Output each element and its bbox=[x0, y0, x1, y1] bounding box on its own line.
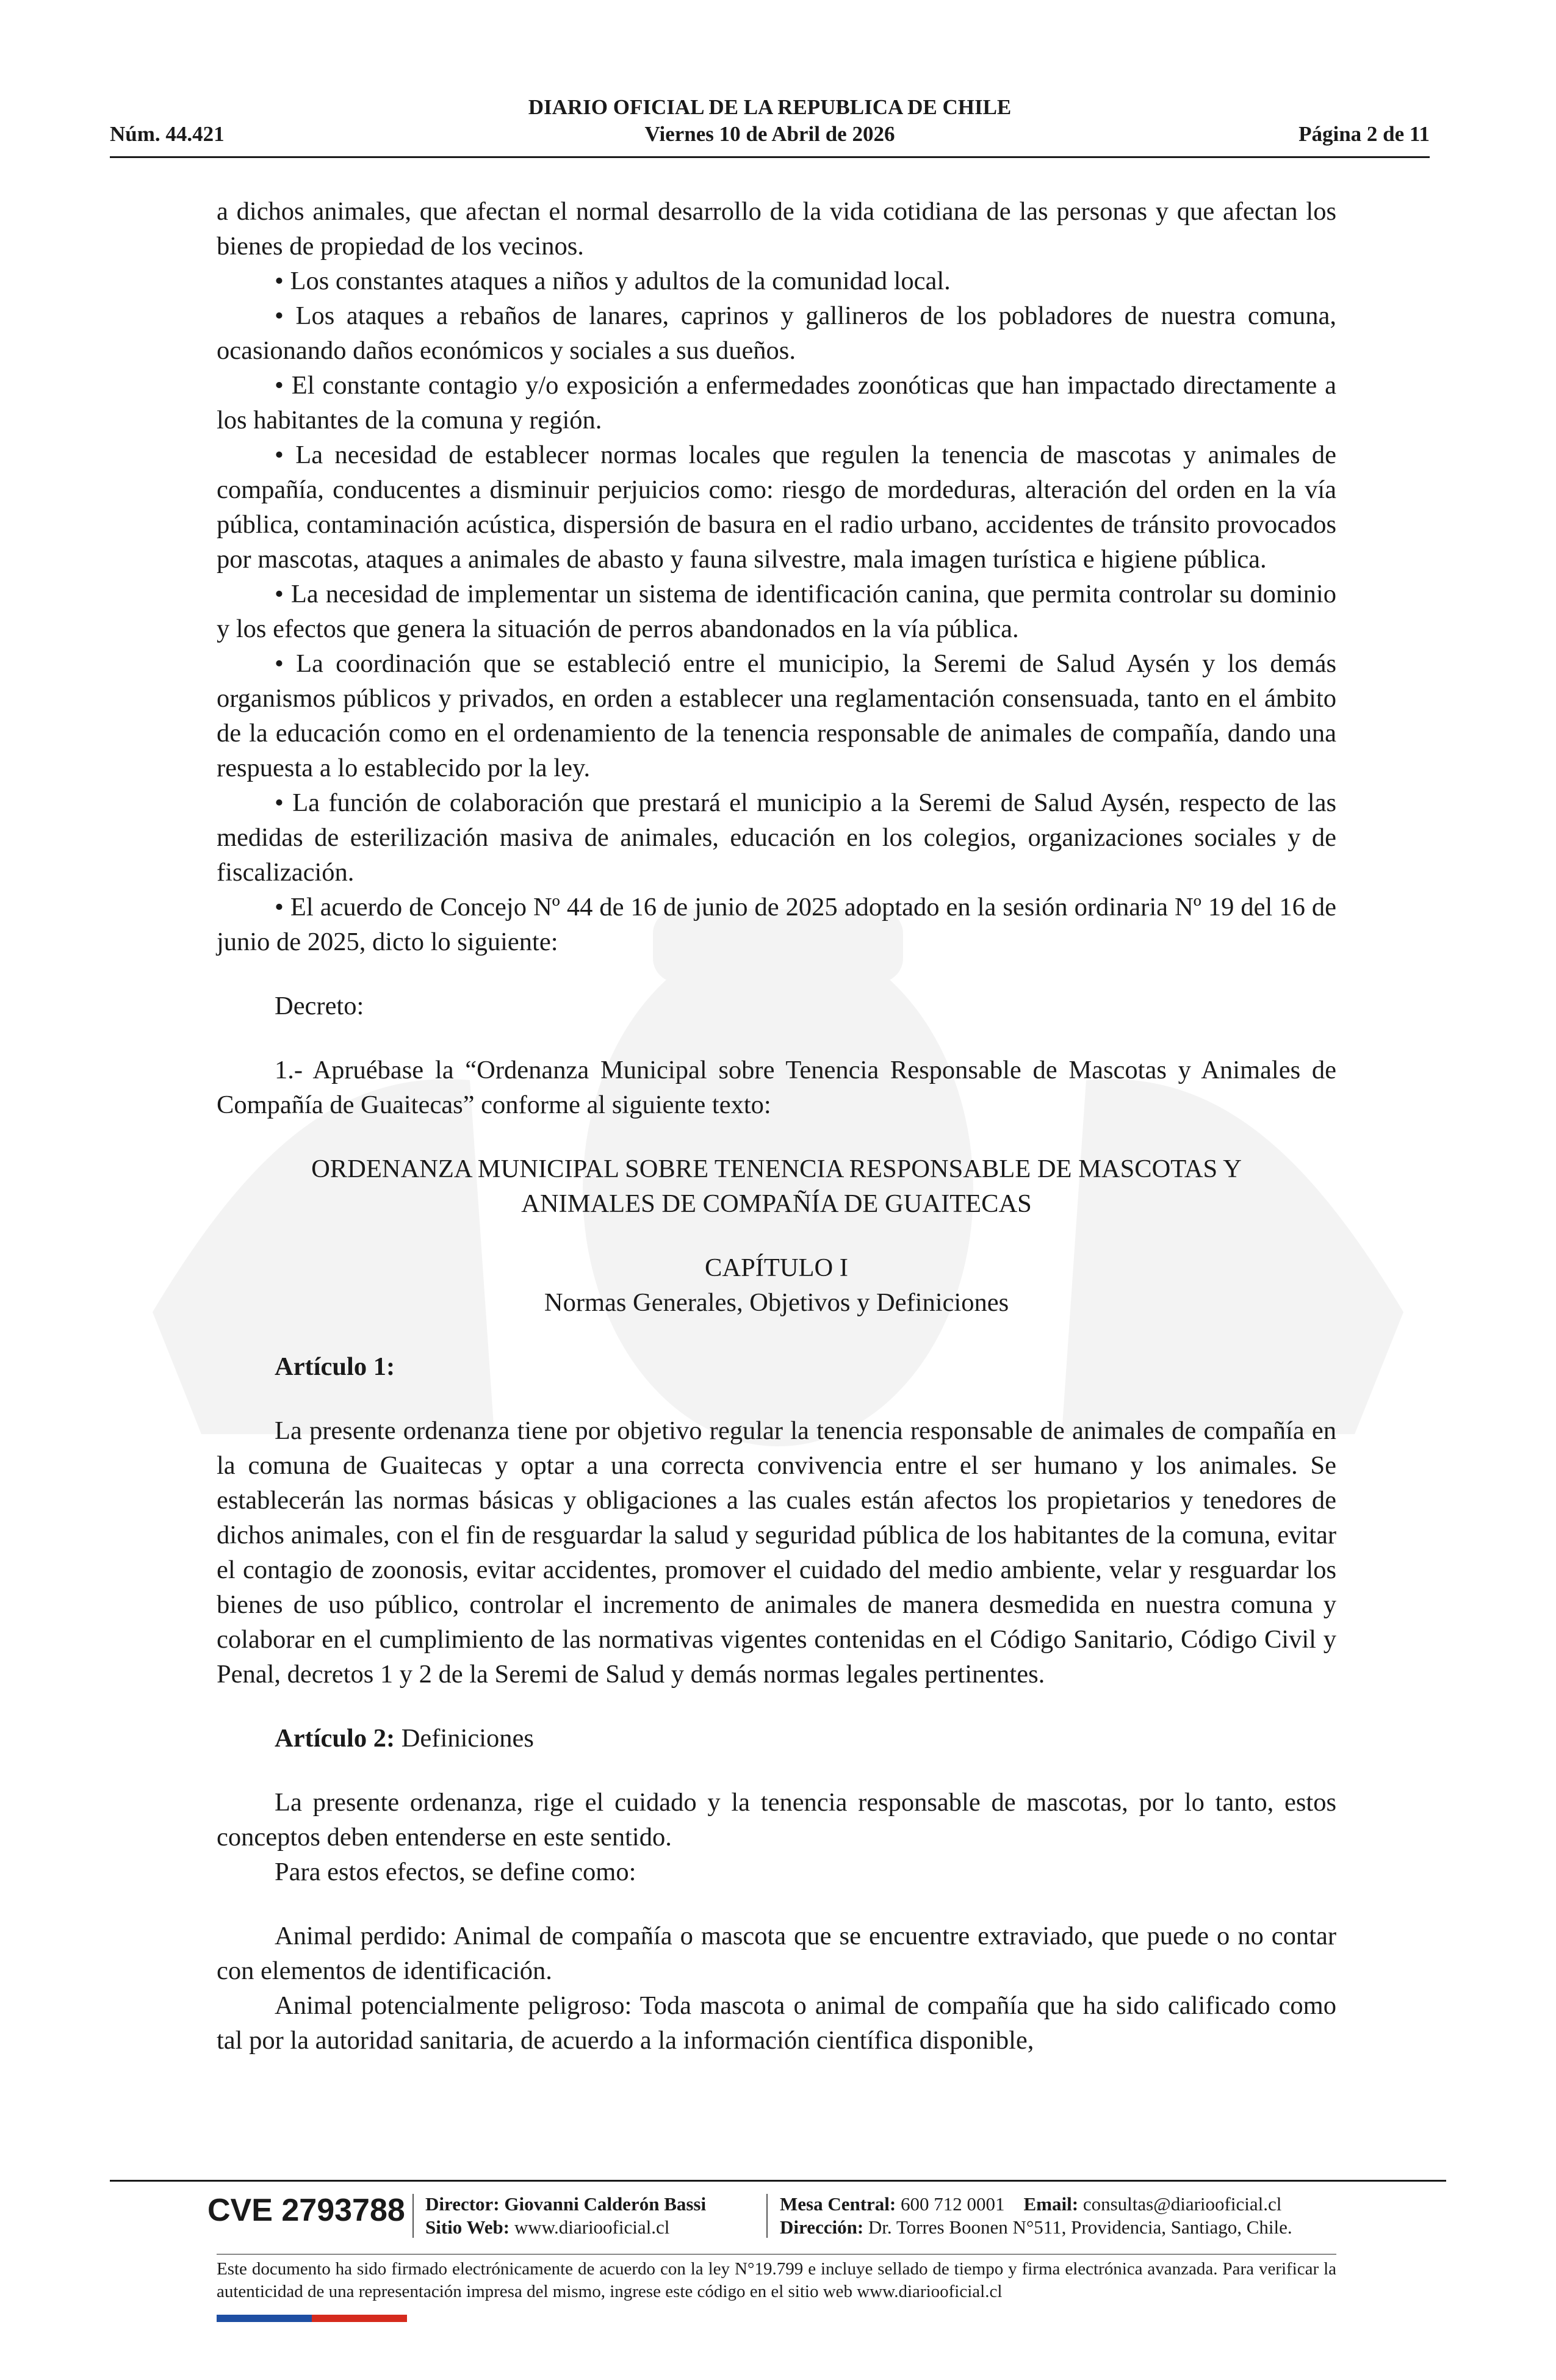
director-label: Director: bbox=[425, 2193, 500, 2215]
site-label: Sitio Web: bbox=[425, 2216, 510, 2238]
footer-separator bbox=[412, 2194, 414, 2238]
document-body bbox=[217, 194, 1336, 2058]
page-number: Página 2 de 11 bbox=[1298, 122, 1430, 146]
article-1-heading: Artículo 1: bbox=[275, 1352, 395, 1381]
site-url[interactable]: www.diariooficial.cl bbox=[510, 2216, 670, 2238]
address-value: Dr. Torres Boonen N°511, Providencia, Santiago, Chile. bbox=[863, 2216, 1292, 2238]
chile-flag-stripe bbox=[217, 2315, 407, 2322]
decreto-item: 1.- Apruébase la “Ordenanza Municipal sobre Tenencia Responsable de Mascotas y Animales de Compañía de Guaitecas” conforme al siguiente texto: bbox=[217, 1056, 1336, 1119]
article-2-paragraph: Para estos efectos, se define como: bbox=[275, 1858, 636, 1886]
flag-blue-segment bbox=[217, 2315, 312, 2322]
paragraph: • La función de colaboración que prestará el municipio a la Seremi de Salud Aysén, respecto de las medidas de esterilización masiva de animales, educación en los colegios, organizaciones sociales y de fiscalización. bbox=[217, 788, 1336, 887]
address-label: Dirección: bbox=[780, 2216, 864, 2238]
article-1-text: La presente ordenanza tiene por objetivo regular la tenencia responsable de animales de compañía en la comuna de Guaitecas y optar a una correcta convivencia entre el ser humano y los animales. Se establecerán las normas básicas y obligaciones a las cuales están afectos los propietarios y tenedores de dichos animales, con el fin de resguardar la salud y seguridad pública de los habitantes de la comuna, evitar el contagio de zoonosis, evitar accidentes, promover el cuidado del medio ambiente, velar y resguardar los bienes de uso público, controlar el incremento de animales de manera desmedida en nuestra comuna y colaborar en el cumplimiento de las normativas vigentes contenidas en el Código Sanitario, Código Civil y Penal, decretos 1 y 2 de la Seremi de Salud y demás normas legales pertinentes. bbox=[217, 1416, 1336, 1689]
cve-code: CVE 2793788 bbox=[207, 2193, 405, 2228]
paragraph: • La necesidad de establecer normas locales que regulen la tenencia de mascotas y animales de compañía, conducentes a disminuir perjuicios como: riesgo de mordeduras, alteración del orden en la vía pública, contaminación acústica, dispersión de basura en el radio urbano, accidentes de tránsito provocados por mascotas, ataques a animales de abasto y fauna silvestre, mala imagen turística e higiene pública. bbox=[217, 441, 1336, 574]
footer-thin-divider bbox=[217, 2254, 1336, 2255]
definition-dangerous-animal: Animal potencialmente peligroso: Toda mascota o animal de compañía que ha sido calificado como tal por la autoridad sanitaria, de acuerdo a la información científica disponible, bbox=[217, 1991, 1336, 2055]
paragraph: • Los ataques a rebaños de lanares, caprinos y gallineros de los pobladores de nuestra comuna, ocasionando daños económicos y sociales a sus dueños. bbox=[217, 301, 1336, 365]
email-address[interactable]: consultas@diariooficial.cl bbox=[1078, 2193, 1282, 2215]
newspaper-title: DIARIO OFICIAL DE LA REPUBLICA DE CHILE bbox=[528, 95, 1012, 119]
page-header bbox=[110, 95, 1430, 154]
article-2-heading: Artículo 2: bbox=[275, 1724, 395, 1753]
footer-director-block bbox=[425, 2193, 706, 2239]
issue-date: Viernes 10 de Abril de 2026 bbox=[644, 122, 895, 146]
paragraph: • El acuerdo de Concejo Nº 44 de 16 de junio de 2025 adoptado en la sesión ordinaria Nº 19 del 16 de junio de 2025, dicto lo siguiente: bbox=[217, 893, 1336, 956]
paragraph: • Los constantes ataques a niños y adultos de la comunidad local. bbox=[275, 267, 951, 295]
chapter-title: CAPÍTULO I bbox=[705, 1253, 848, 1282]
email-label: Email: bbox=[1023, 2193, 1079, 2215]
ordenanza-title-line-1: ORDENANZA MUNICIPAL SOBRE TENENCIA RESPONSABLE DE MASCOTAS Y bbox=[311, 1155, 1242, 1183]
header-divider bbox=[110, 156, 1430, 158]
chapter-subtitle: Normas Generales, Objetivos y Definiciones bbox=[544, 1288, 1009, 1317]
article-2-paragraph: La presente ordenanza, rige el cuidado y la tenencia responsable de mascotas, por lo tanto, estos conceptos deben entenderse en este sentido. bbox=[217, 1788, 1336, 1852]
paragraph: • El constante contagio y/o exposición a enfermedades zoonóticas que han impactado directamente a los habitantes de la comuna y región. bbox=[217, 371, 1336, 435]
footer-separator bbox=[766, 2194, 768, 2238]
article-2-heading-line bbox=[217, 1721, 1336, 1756]
paragraph: • La necesidad de implementar un sistema de identificación canina, que permita controlar su dominio y los efectos que genera la situación de perros abandonados en la vía pública. bbox=[217, 580, 1336, 643]
issue-number: Núm. 44.421 bbox=[110, 122, 225, 146]
address-line bbox=[780, 2216, 1292, 2239]
mesa-label: Mesa Central: bbox=[780, 2193, 896, 2215]
footer-contact-block bbox=[780, 2193, 1292, 2239]
footer-divider bbox=[110, 2180, 1446, 2182]
director-name: Giovanni Calderón Bassi bbox=[499, 2193, 707, 2215]
mesa-phone: 600 712 0001 bbox=[896, 2193, 1005, 2215]
ordenanza-title-line-2: ANIMALES DE COMPAÑÍA DE GUAITECAS bbox=[521, 1189, 1032, 1218]
contact-line bbox=[780, 2193, 1292, 2216]
definition-lost-animal: Animal perdido: Animal de compañía o mascota que se encuentre extraviado, que puede o no contar con elementos de identificación. bbox=[217, 1922, 1336, 1985]
director-line bbox=[425, 2193, 706, 2216]
paragraph: a dichos animales, que afectan el normal desarrollo de la vida cotidiana de las personas y que afectan los bienes de propiedad de los vecinos. bbox=[217, 197, 1336, 261]
flag-red-segment bbox=[312, 2315, 407, 2322]
signature-disclaimer: Este documento ha sido firmado electrónicamente de acuerdo con la ley N°19.799 e incluye sellado de tiempo y firma electrónica avanzada. Para verificar la autenticidad de una representación impresa del mismo, ingrese este código en el sitio web www.diariooficial.cl bbox=[217, 2259, 1336, 2301]
decreto-label: Decreto: bbox=[275, 992, 364, 1020]
paragraph: • La coordinación que se estableció entre el municipio, la Seremi de Salud Aysén y los demás organismos públicos y privados, en orden a establecer una reglamentación consensuada, tanto en el ámbito de la educación como en el ordenamiento de la tenencia responsable de animales de compañía, dando una respuesta a lo establecido por la ley. bbox=[217, 649, 1336, 782]
article-2-heading-rest: Definiciones bbox=[395, 1724, 534, 1753]
site-line bbox=[425, 2216, 706, 2239]
